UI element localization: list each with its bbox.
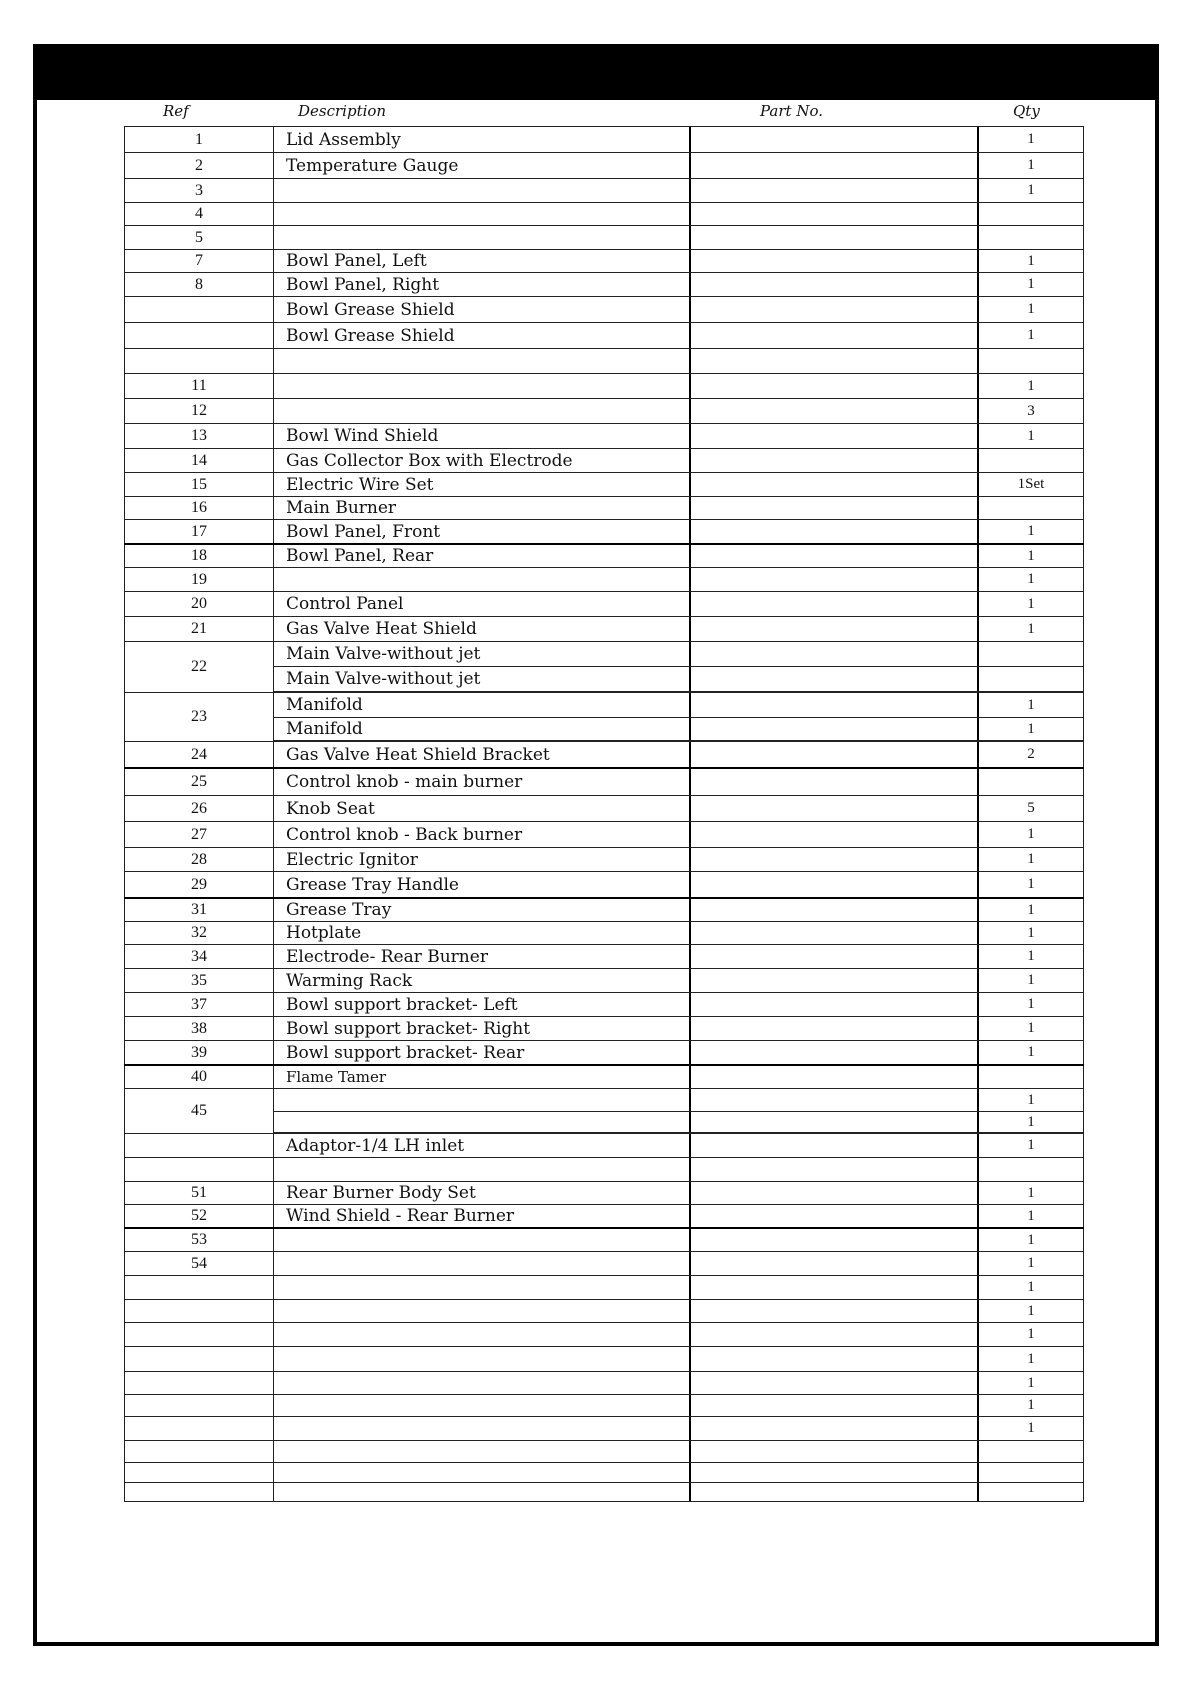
part-no-cell [689, 1300, 977, 1322]
qty-cell: 3 [977, 399, 1084, 423]
description-cell: Bowl Panel, Front [273, 520, 689, 543]
description-cell: Bowl Panel, Left [273, 250, 689, 272]
description-cell [273, 1463, 689, 1482]
description-cell: Manifold [273, 718, 689, 740]
table-row [124, 126, 1084, 152]
qty-cell: 1 [977, 568, 1084, 591]
table-row [124, 1157, 1084, 1181]
table-row [124, 1416, 1084, 1440]
table-row [124, 992, 1084, 1016]
description-cell: Bowl support bracket- Left [273, 993, 689, 1016]
table-row [124, 968, 1084, 992]
part-no-cell [689, 1323, 977, 1346]
qty-cell [977, 226, 1084, 249]
part-no-cell [689, 592, 977, 616]
qty-cell [977, 497, 1084, 519]
ref-cell: 37 [124, 993, 273, 1016]
description-cell [273, 399, 689, 423]
description-cell: Gas Valve Heat Shield Bracket [273, 742, 689, 767]
description-cell: Main Valve-without jet [273, 642, 689, 666]
description-cell [273, 1417, 689, 1440]
ref-cell [124, 1417, 273, 1440]
ref-cell [124, 1300, 273, 1322]
ref-cell: 29 [124, 872, 273, 897]
description-cell: Temperature Gauge [273, 153, 689, 178]
table-row [124, 543, 1084, 567]
description-cell: Rear Burner Body Set [273, 1182, 689, 1204]
ref-cell [124, 1323, 273, 1346]
ref-cell [124, 323, 273, 348]
qty-cell: 1 [977, 1276, 1084, 1299]
part-no-cell [689, 742, 977, 767]
qty-cell: 1 [977, 693, 1084, 717]
qty-cell [977, 203, 1084, 225]
qty-cell: 1 [977, 250, 1084, 272]
ref-cell [124, 1347, 273, 1371]
description-cell: Bowl Wind Shield [273, 424, 689, 448]
part-no-cell [689, 1112, 977, 1132]
qty-cell: 1 [977, 969, 1084, 992]
ref-cell: 35 [124, 969, 273, 992]
ref-cell [124, 1395, 273, 1416]
ref-cell: 34 [124, 945, 273, 968]
table-row [124, 1040, 1084, 1064]
part-no-cell [689, 769, 977, 795]
description-cell: Bowl support bracket- Right [273, 1017, 689, 1040]
qty-cell: 1 [977, 153, 1084, 178]
ref-cell: 17 [124, 520, 273, 543]
qty-cell: 1 [977, 1372, 1084, 1394]
table-row [124, 373, 1084, 398]
ref-cell [124, 1483, 273, 1501]
part-no-cell [689, 250, 977, 272]
table-row [124, 448, 1084, 472]
table-row [124, 1181, 1084, 1204]
ref-cell: 15 [124, 473, 273, 496]
qty-cell: 1 [977, 592, 1084, 616]
qty-cell: 1 [977, 1205, 1084, 1227]
qty-cell [977, 769, 1084, 795]
table-row [124, 847, 1084, 871]
qty-cell: 1 [977, 127, 1084, 152]
qty-cell [977, 667, 1084, 691]
part-no-cell [689, 179, 977, 202]
part-no-cell [689, 226, 977, 249]
description-cell: Electrode- Rear Burner [273, 945, 689, 968]
description-cell: Bowl Grease Shield [273, 297, 689, 322]
ref-cell: 16 [124, 497, 273, 519]
table-row [124, 496, 1084, 519]
part-no-cell [689, 349, 977, 373]
table-row [124, 741, 1084, 767]
part-no-cell [689, 945, 977, 968]
column-header-qty: Qty [1013, 102, 1040, 120]
part-no-cell [689, 872, 977, 897]
part-no-cell [689, 822, 977, 847]
qty-cell: 1 [977, 718, 1084, 740]
description-cell: Gas Collector Box with Electrode [273, 449, 689, 472]
table-row [124, 1346, 1084, 1371]
part-no-cell [689, 1229, 977, 1251]
ref-cell: 24 [124, 742, 273, 767]
part-no-cell [689, 449, 977, 472]
table-row [124, 1251, 1084, 1275]
part-no-cell [689, 1395, 977, 1416]
description-cell: Electric Wire Set [273, 473, 689, 496]
qty-cell: 1 [977, 1017, 1084, 1040]
column-header-ref: Ref [163, 102, 189, 120]
table-row [124, 348, 1084, 373]
qty-cell [977, 1463, 1084, 1482]
ref-cell: 8 [124, 273, 273, 296]
part-no-cell [689, 642, 977, 666]
ref-cell: 23 [124, 693, 273, 741]
qty-cell [977, 449, 1084, 472]
table-row [124, 1064, 1084, 1088]
ref-cell: 45 [124, 1089, 273, 1133]
description-cell [273, 374, 689, 398]
table-row [124, 1299, 1084, 1322]
ref-cell [124, 1134, 273, 1157]
qty-cell: 1 [977, 899, 1084, 921]
table-row [273, 1089, 1084, 1111]
qty-cell [977, 642, 1084, 666]
ref-cell: 5 [124, 226, 273, 249]
ref-cell: 54 [124, 1252, 273, 1275]
description-cell: Control knob - Back burner [273, 822, 689, 847]
part-no-cell [689, 497, 977, 519]
description-cell [273, 1252, 689, 1275]
ref-cell: 52 [124, 1205, 273, 1227]
ref-cell: 12 [124, 399, 273, 423]
qty-cell: 1 [977, 872, 1084, 897]
table-row [124, 1016, 1084, 1040]
part-no-cell [689, 1134, 977, 1157]
qty-cell: 1 [977, 545, 1084, 567]
qty-cell: 1 [977, 1323, 1084, 1346]
ref-cell [124, 1463, 273, 1482]
part-no-cell [689, 993, 977, 1016]
part-no-cell [689, 1089, 977, 1111]
table-row [124, 897, 1084, 921]
part-no-cell [689, 424, 977, 448]
description-cell: Lid Assembly [273, 127, 689, 152]
description-cell: Main Valve-without jet [273, 667, 689, 691]
description-cell: Manifold [273, 693, 689, 717]
description-cell: Electric Ignitor [273, 848, 689, 871]
ref-cell [124, 297, 273, 322]
table-row [273, 717, 1084, 741]
part-no-cell [689, 1041, 977, 1064]
ref-cell: 4 [124, 203, 273, 225]
qty-cell: 1 [977, 848, 1084, 871]
table-row [124, 423, 1084, 448]
ref-cell [124, 1441, 273, 1462]
ref-cell [124, 1158, 273, 1181]
description-cell [273, 1347, 689, 1371]
table-row [124, 249, 1084, 272]
column-header-description: Description [298, 102, 387, 120]
qty-cell: 1 [977, 1300, 1084, 1322]
qty-cell [977, 349, 1084, 373]
description-cell: Bowl Panel, Rear [273, 545, 689, 567]
description-cell: Bowl support bracket- Rear [273, 1041, 689, 1064]
table-row [124, 795, 1084, 821]
table-row [124, 1462, 1084, 1482]
ref-cell: 19 [124, 568, 273, 591]
ref-cell: 32 [124, 922, 273, 944]
qty-cell [977, 1066, 1084, 1088]
part-no-cell [689, 1463, 977, 1482]
group-body [273, 693, 1084, 741]
qty-cell: 1 [977, 297, 1084, 322]
description-cell: Grease Tray [273, 899, 689, 921]
ref-cell: 7 [124, 250, 273, 272]
ref-cell: 40 [124, 1066, 273, 1088]
description-cell [273, 1441, 689, 1462]
table-row [124, 1371, 1084, 1394]
qty-cell [977, 1483, 1084, 1501]
part-no-cell [689, 922, 977, 944]
qty-cell: 1 [977, 374, 1084, 398]
description-cell [273, 226, 689, 249]
ref-cell: 22 [124, 642, 273, 692]
qty-cell: 1 [977, 520, 1084, 543]
table-row [124, 767, 1084, 795]
part-no-cell [689, 1372, 977, 1394]
table-row [124, 944, 1084, 968]
description-cell [273, 203, 689, 225]
description-cell: Bowl Grease Shield [273, 323, 689, 348]
table-row [124, 567, 1084, 591]
table-row-group [124, 692, 1084, 741]
table-row [124, 1322, 1084, 1346]
part-no-cell [689, 1276, 977, 1299]
ref-cell: 21 [124, 617, 273, 641]
part-no-cell [689, 323, 977, 348]
description-cell: Main Burner [273, 497, 689, 519]
table-row [273, 666, 1084, 692]
table-row [124, 178, 1084, 202]
description-cell [273, 1372, 689, 1394]
ref-cell [124, 1276, 273, 1299]
part-no-cell [689, 399, 977, 423]
description-cell: Adaptor-1/4 LH inlet [273, 1134, 689, 1157]
qty-cell: 1 [977, 1112, 1084, 1132]
ref-cell: 13 [124, 424, 273, 448]
part-no-cell [689, 693, 977, 717]
table-row [124, 152, 1084, 178]
qty-cell: 1 [977, 1041, 1084, 1064]
table-row [124, 398, 1084, 423]
description-cell [273, 1323, 689, 1346]
ref-cell: 14 [124, 449, 273, 472]
ref-cell [124, 349, 273, 373]
description-cell: Bowl Panel, Right [273, 273, 689, 296]
part-no-cell [689, 203, 977, 225]
part-no-cell [689, 1347, 977, 1371]
table-row [124, 1275, 1084, 1299]
qty-cell: 1 [977, 993, 1084, 1016]
qty-cell [977, 1441, 1084, 1462]
part-no-cell [689, 796, 977, 821]
part-no-cell [689, 568, 977, 591]
table-row [124, 1227, 1084, 1251]
part-no-cell [689, 273, 977, 296]
qty-cell: 1 [977, 1252, 1084, 1275]
table-row-group [124, 641, 1084, 692]
description-cell [273, 349, 689, 373]
group-body [273, 642, 1084, 692]
part-no-cell [689, 1066, 977, 1088]
table-row [124, 322, 1084, 348]
ref-cell: 27 [124, 822, 273, 847]
qty-cell: 1 [977, 1395, 1084, 1416]
part-no-cell [689, 297, 977, 322]
part-no-cell [689, 667, 977, 691]
table-row [273, 1111, 1084, 1133]
qty-cell: 1 [977, 822, 1084, 847]
ref-cell: 28 [124, 848, 273, 871]
table-row-group [124, 1088, 1084, 1133]
part-no-cell [689, 969, 977, 992]
ref-cell [124, 1372, 273, 1394]
ref-cell: 11 [124, 374, 273, 398]
table-row [124, 1204, 1084, 1227]
part-no-cell [689, 1417, 977, 1440]
part-no-cell [689, 545, 977, 567]
description-cell [273, 1158, 689, 1181]
parts-table [124, 126, 1084, 1502]
table-row [124, 519, 1084, 543]
part-no-cell [689, 1017, 977, 1040]
part-no-cell [689, 1205, 977, 1227]
table-row [124, 272, 1084, 296]
ref-cell: 25 [124, 769, 273, 795]
ref-cell: 39 [124, 1041, 273, 1064]
qty-cell: 1 [977, 1089, 1084, 1111]
part-no-cell [689, 153, 977, 178]
table-row [124, 1133, 1084, 1157]
table-row [124, 472, 1084, 496]
qty-cell: 1 [977, 424, 1084, 448]
table-row [124, 202, 1084, 225]
table-row [124, 1440, 1084, 1462]
description-cell [273, 1276, 689, 1299]
qty-cell: 1 [977, 179, 1084, 202]
part-no-cell [689, 374, 977, 398]
description-cell [273, 1229, 689, 1251]
table-row [273, 693, 1084, 717]
description-cell [273, 1089, 689, 1111]
qty-cell: 1 [977, 1417, 1084, 1440]
table-row [124, 225, 1084, 249]
ref-cell: 18 [124, 545, 273, 567]
part-no-cell [689, 617, 977, 641]
qty-cell: 2 [977, 742, 1084, 767]
description-cell [273, 1395, 689, 1416]
group-body [273, 1089, 1084, 1133]
description-cell [273, 1300, 689, 1322]
table-row [124, 296, 1084, 322]
qty-cell: 1 [977, 323, 1084, 348]
part-no-cell [689, 1252, 977, 1275]
part-no-cell [689, 718, 977, 740]
description-cell [273, 179, 689, 202]
qty-cell: 1 [977, 617, 1084, 641]
qty-cell: 5 [977, 796, 1084, 821]
table-row [124, 871, 1084, 897]
description-cell [273, 568, 689, 591]
part-no-cell [689, 848, 977, 871]
qty-cell: 1 [977, 1347, 1084, 1371]
description-cell: Wind Shield - Rear Burner [273, 1205, 689, 1227]
part-no-cell [689, 520, 977, 543]
part-no-cell [689, 899, 977, 921]
table-row [273, 642, 1084, 666]
qty-cell: 1 [977, 922, 1084, 944]
table-row [124, 1482, 1084, 1502]
part-no-cell [689, 1441, 977, 1462]
ref-cell: 1 [124, 127, 273, 152]
description-cell: Gas Valve Heat Shield [273, 617, 689, 641]
ref-cell: 3 [124, 179, 273, 202]
ref-cell: 2 [124, 153, 273, 178]
description-cell [273, 1483, 689, 1501]
description-cell: Control knob - main burner [273, 769, 689, 795]
ref-cell: 31 [124, 899, 273, 921]
ref-cell: 38 [124, 1017, 273, 1040]
table-row [124, 1394, 1084, 1416]
part-no-cell [689, 1483, 977, 1501]
part-no-cell [689, 1158, 977, 1181]
part-no-cell [689, 473, 977, 496]
description-cell: Hotplate [273, 922, 689, 944]
description-cell: Control Panel [273, 592, 689, 616]
description-cell [273, 1112, 689, 1132]
ref-cell: 53 [124, 1229, 273, 1251]
ref-cell: 51 [124, 1182, 273, 1204]
table-row [124, 616, 1084, 641]
table-row [124, 591, 1084, 616]
qty-cell: 1 [977, 1134, 1084, 1157]
part-no-cell [689, 1182, 977, 1204]
table-row [124, 921, 1084, 944]
ref-cell: 26 [124, 796, 273, 821]
table-row [124, 821, 1084, 847]
qty-cell: 1 [977, 1182, 1084, 1204]
description-cell: Warming Rack [273, 969, 689, 992]
ref-cell: 20 [124, 592, 273, 616]
description-cell: Knob Seat [273, 796, 689, 821]
qty-cell: 1 [977, 945, 1084, 968]
qty-cell [977, 1158, 1084, 1181]
description-cell: Flame Tamer [273, 1066, 689, 1088]
qty-cell: 1 [977, 273, 1084, 296]
part-no-cell [689, 127, 977, 152]
description-cell: Grease Tray Handle [273, 872, 689, 897]
qty-cell: 1 [977, 1229, 1084, 1251]
column-header-part-no: Part No. [760, 102, 823, 120]
qty-cell: 1Set [977, 473, 1084, 496]
